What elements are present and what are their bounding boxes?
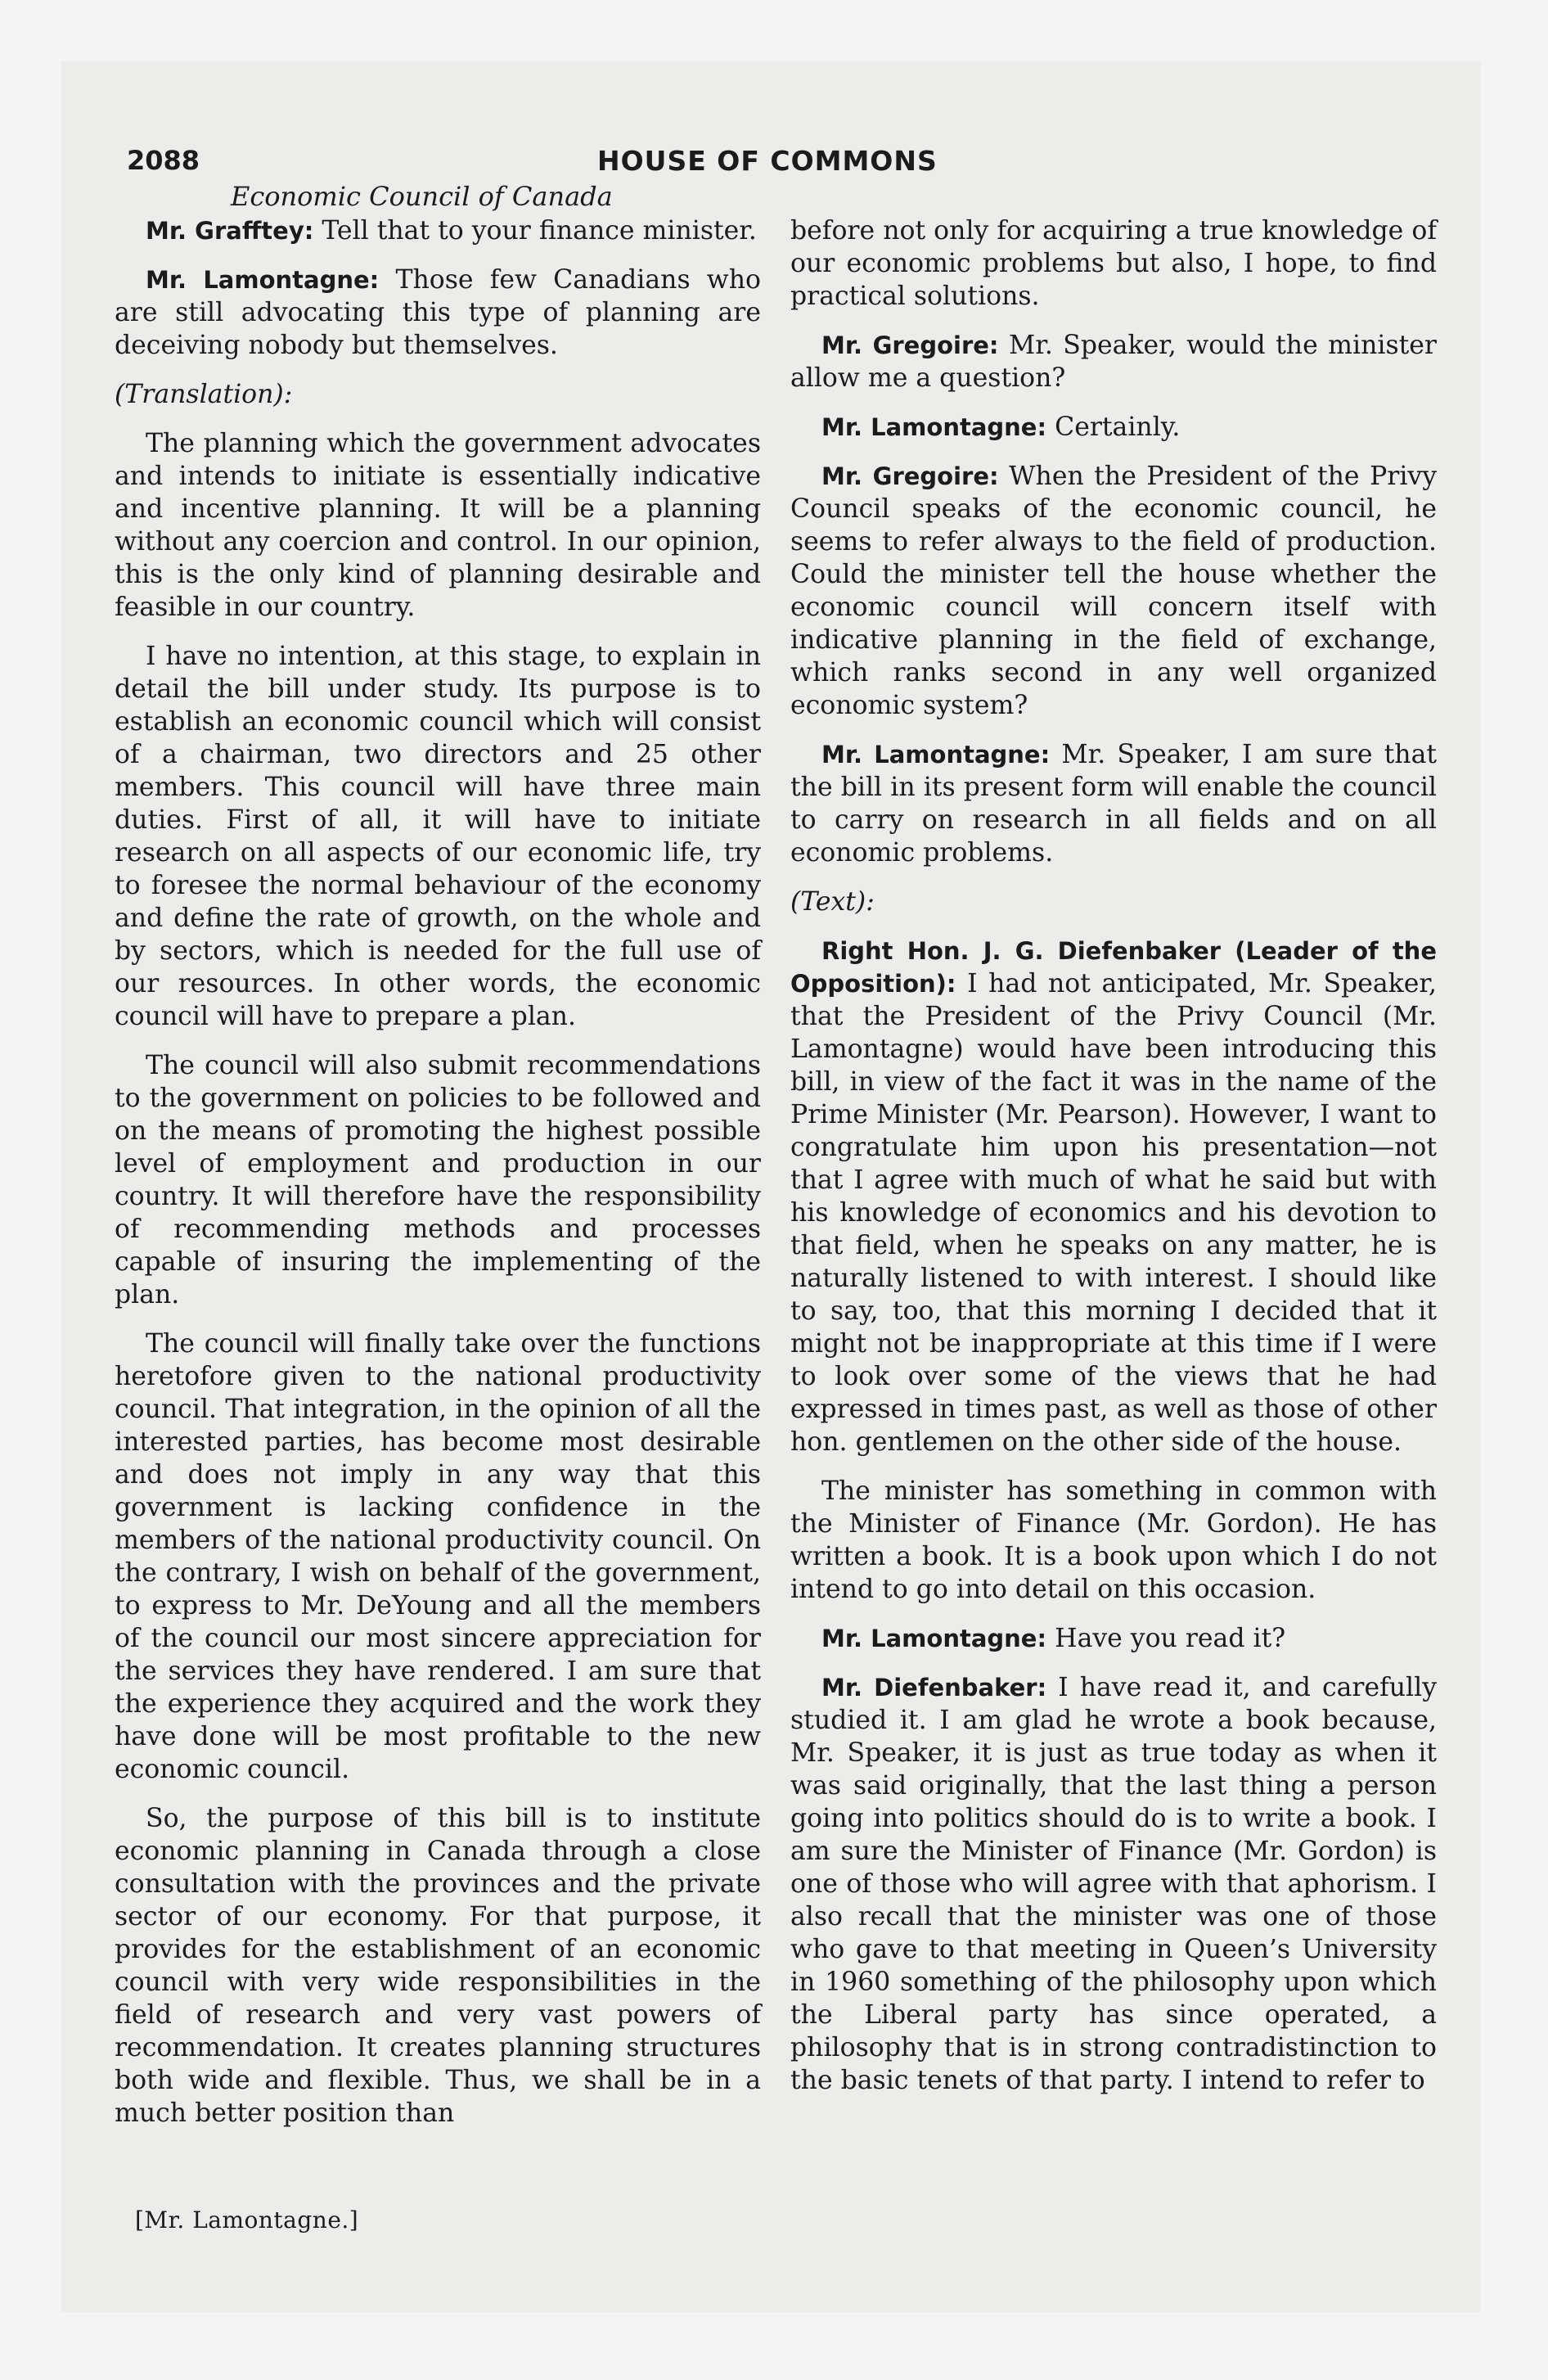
section-label: (Translation): [115,380,293,409]
left-column [115,214,761,2146]
paragraph-text: The council will finally take over the functions heretofore given to the national productivity council. That integration, in the opinion of all the interested parties, has become most desirable and does not imply in any way that this government is lacking confidence in the members of the national productivity council. On the contrary, I wish on behalf of the government, to express to Mr. DeYoung and all the members of the council our most sincere appreciation for the services they have rendered. I am sure that the experience they acquired and the work they have done will be most profitable to the new economic council. [115,1329,761,1784]
speech-paragraph [790,329,1437,394]
speaker-attribution: [Mr. Lamontagne.] [135,2206,359,2234]
speech-paragraph [790,460,1437,722]
paragraph-text: I have no intention, at this stage, to explain in detail the bill under study. Its purpose is to establish an economic council which will consist of a chairman, two directors and 25 other members. This council will have three main duties. First of all, it will have to initiate research on all aspects of our economic life, try to foresee the normal behaviour of the economy and define the rate of growth, on the whole and by sectors, which is needed for the full use of our resources. In other words, the economic council will have to prepare a plan. [115,642,761,1031]
speaker-name: Mr. Gregoire: [821,331,999,359]
paragraph-text: Have you read it? [1055,1624,1286,1653]
running-title: HOUSE OF COMMONS [597,145,938,177]
paragraph [115,427,761,624]
paragraph-text: Those few Canadians who are still advocating this type of planning are deceiving nobody but themselves. [115,265,762,360]
paragraph-text: The planning which the government advocates and intends to initiate is essentially indicative and incentive planning. It will be a planning without any coercion and control. In our opinion, this is the only kind of planning desirable and feasible in our country. [115,429,761,622]
speaker-name: Mr. Lamontagne: [146,266,380,294]
paragraph-text: I have read it, and carefully studied it. I am glad he wrote a book because, Mr. Speaker, it is just as true today as when it was said originally, that the last thing a person going into politics should do is to write a book. I am sure the Minister of Finance (Mr. Gordon) is one of those who will agree with that aphorism. I also recall that the minister was one of those who gave to that meeting in Queen’s University in 1960 something of the philosophy upon which the Liberal party has since operated, a philosophy that is in strong contradistinction to the basic tenets of that party. I intend to refer to [790,1673,1438,2095]
speech-paragraph [790,1671,1437,2097]
paragraph-text: Mr. Speaker, I am sure that the bill in its present form will enable the council to carry on research in all fields and on all economic problems. [790,740,1438,868]
subject-heading: Economic Council of Canada [231,181,613,212]
speech-paragraph [790,411,1437,444]
page-number: 2088 [127,145,200,176]
paragraph-text: Mr. Speaker, would the minister allow me a question? [790,331,1437,393]
paragraph [115,1802,761,2130]
speaker-name: Mr. Diefenbaker: [821,1674,1047,1702]
speaker-name: Mr. Gregoire: [821,462,999,490]
speech-paragraph [790,935,1437,1458]
speaker-name: Mr. Grafftey: [146,217,314,245]
paragraph-text: I had not anticipated, Mr. Speaker, that the President of the Privy Council (Mr. Lamontagne) would have been introducing this bill, in view of the fact it was in the name of the Prime Minister (Mr. Pearson). However, I want to congratulate him upon his presentation—not that I agree with much of what he said but with his knowledge of economics and his devotion to that field, when he speaks on any matter, he is naturally listened to with interest. I should like to say, too, that this morning I decided that it might not be inappropriate at this time if I were to look over some of the views that he had expressed in times past, as well as those of other hon. gentlemen on the other side of the house. [790,969,1437,1457]
paragraph-text: The minister has something in common with the Minister of Finance (Mr. Gordon). He has written a book. It is a book upon which I do not intend to go into detail on this occasion. [790,1476,1437,1604]
paragraph [115,640,761,1033]
speaker-name: Right Hon. J. G. Diefenbaker (Leader of the Opposition): [790,937,1437,998]
speech-paragraph [790,738,1437,869]
paragraph-text: So, the purpose of this bill is to institute economic planning in Canada through a close consultation with the provinces and the private sector of our economy. For that purpose, it provides for the establishment of an economic council with very wide responsibilities in the field of research and very vast powers of recommendation. It creates planning structures both wide and flexible. Thus, we shall be in a much better position than [115,1804,761,2128]
paragraph-text: Certainly. [1055,412,1181,442]
paragraph [790,1475,1437,1606]
speaker-name: Mr. Lamontagne: [821,413,1047,441]
speaker-name: Mr. Lamontagne: [821,741,1051,769]
paragraph-text: Tell that to your finance minister. [322,216,757,246]
speech-paragraph [115,264,761,362]
paragraph [790,214,1437,313]
paragraph [115,1327,761,1786]
page-header [127,145,1387,186]
speech-paragraph [115,214,761,247]
section-label: (Text): [790,887,875,917]
paragraph-text: When the President of the Privy Council speaks of the economic council, he seems to refer always to the field of production. Could the minister tell the house whether the economic council will concern itself with indicative planning in the field of exchange, which ranks second in any well organized economic system? [790,462,1437,720]
speech-paragraph [790,1622,1437,1655]
paragraph-text: The council will also submit recommendations to the government on policies to be followed and on the means of promoting the highest possible level of employment and production in our country. It will therefore have the responsibility of recommending methods and processes capable of insuring the implementing of the plan. [115,1051,761,1309]
speaker-name: Mr. Lamontagne: [821,1625,1047,1652]
right-column [790,214,1437,2113]
paragraph [115,1049,761,1311]
paragraph-text: before not only for acquiring a true knowledge of our economic problems but also, I hope, to find practical solutions. [790,216,1437,311]
